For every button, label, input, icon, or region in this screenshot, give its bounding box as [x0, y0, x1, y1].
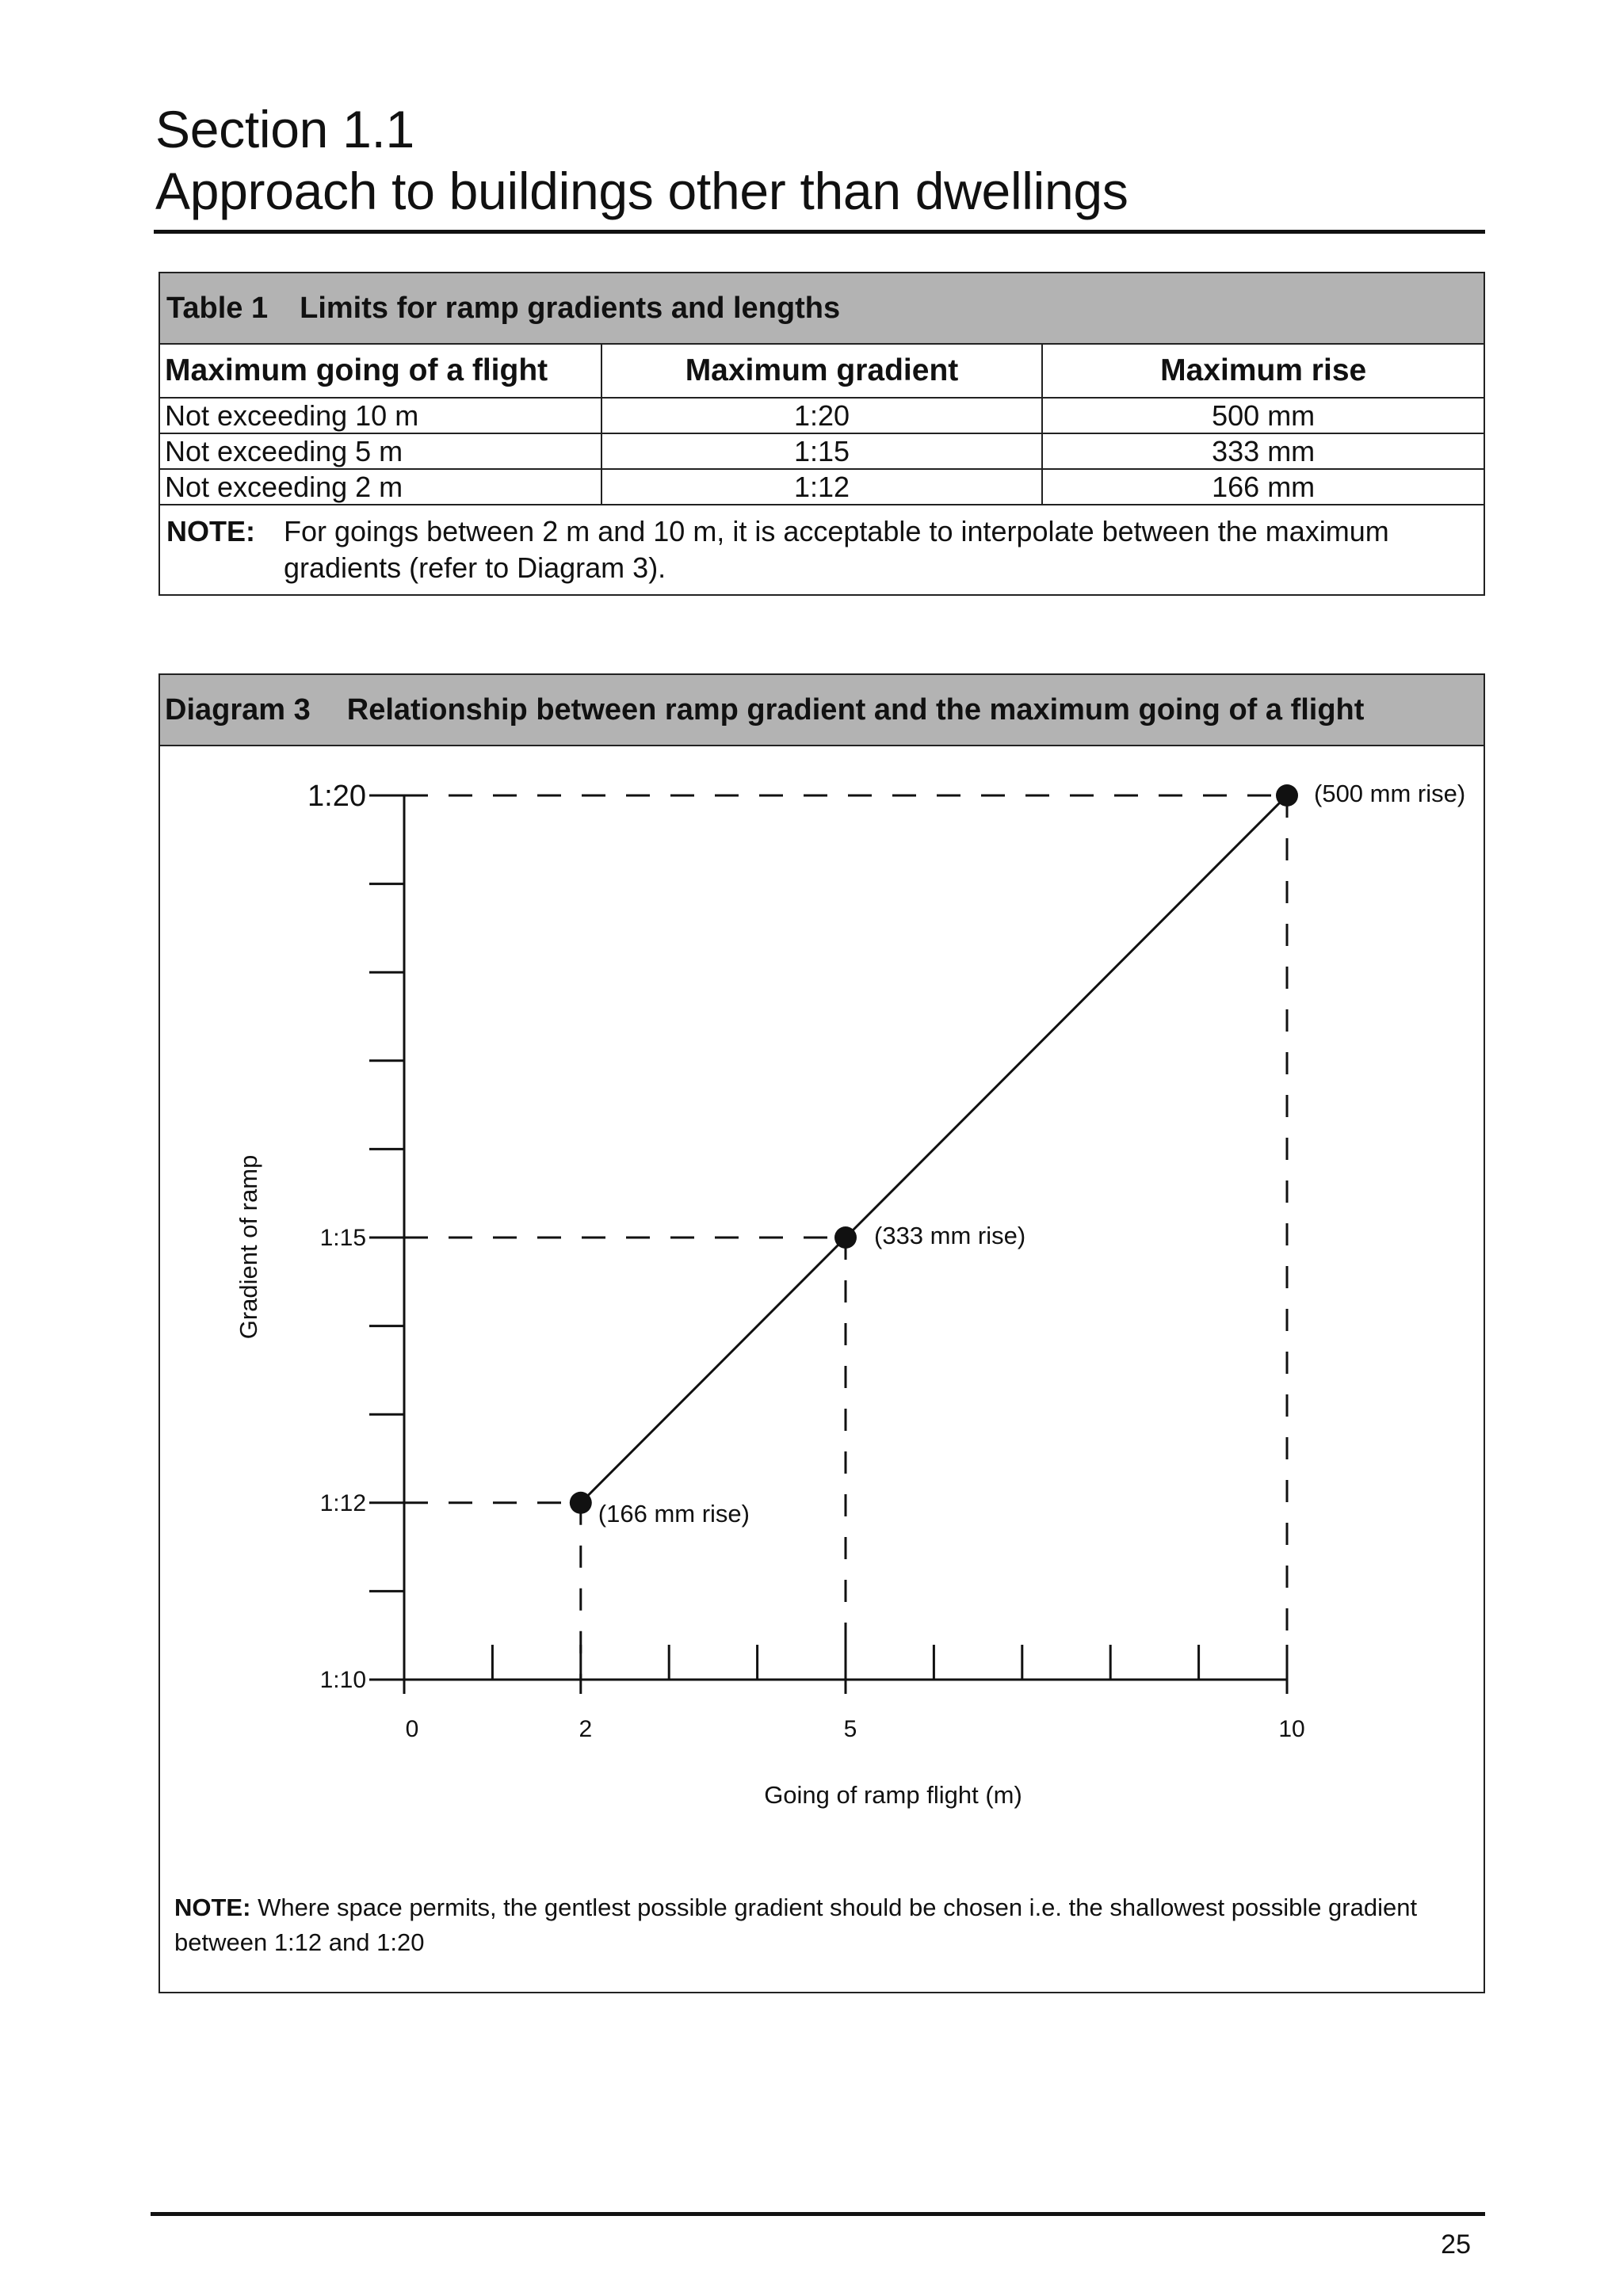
data-point — [834, 1226, 857, 1249]
table-header-row — [160, 345, 1484, 398]
diagram-note — [174, 1890, 1458, 1960]
data-point — [570, 1492, 592, 1514]
x-tick-label: 10 — [1278, 1716, 1305, 1742]
column-header-rise: Maximum rise — [1042, 345, 1484, 398]
table-cell-rise: 500 mm — [1042, 398, 1484, 433]
column-header-gradient: Maximum gradient — [601, 345, 1043, 398]
y-axis-label: Gradient of ramp — [235, 1154, 262, 1340]
data-point-label: (500 mm rise) — [1314, 780, 1466, 807]
table-cell-going: Not exceeding 10 m — [160, 398, 601, 433]
diagram-title: Relationship between ramp gradient and the maximum going of a flight — [346, 692, 1365, 727]
x-tick-label: 0 — [405, 1716, 419, 1742]
ramp-gradient-diagram — [158, 673, 1485, 1993]
table-note — [160, 505, 1484, 594]
data-point-label: (333 mm rise) — [874, 1222, 1026, 1249]
table-cell-going: Not exceeding 2 m — [160, 469, 601, 505]
x-tick-label: 2 — [579, 1716, 593, 1742]
x-axis-label: Going of ramp flight (m) — [764, 1781, 1022, 1809]
diagram-note-label: NOTE: — [174, 1894, 251, 1921]
data-point-label: (166 mm rise) — [598, 1499, 750, 1527]
series-line — [581, 795, 1287, 1503]
table-cell-going: Not exceeding 5 m — [160, 433, 601, 469]
footer-rule — [151, 2212, 1485, 2216]
table-grid — [160, 345, 1484, 505]
y-tick-label: 1:15 — [319, 1225, 366, 1251]
table-row — [160, 398, 1484, 433]
table-note-line-2: gradients (refer to Diagram 3). — [284, 551, 666, 584]
y-tick-label: 1:10 — [319, 1667, 366, 1693]
section-number: Section 1.1 — [155, 100, 414, 158]
table-number: Table 1 — [166, 291, 269, 325]
table-note-text — [284, 513, 1389, 586]
table-note-label: NOTE: — [166, 515, 255, 547]
diagram-number: Diagram 3 — [165, 692, 311, 727]
table-cell-gradient: 1:15 — [601, 433, 1043, 469]
data-point — [1276, 784, 1298, 807]
table-row — [160, 433, 1484, 469]
table-cell-rise: 333 mm — [1042, 433, 1484, 469]
y-tick-label: 1:20 — [307, 780, 366, 813]
table-cell-gradient: 1:20 — [601, 398, 1043, 433]
table-note-line-1: For goings between 2 m and 10 m, it is acceptable to interpolate between the maximum — [284, 515, 1389, 547]
section-heading — [155, 98, 1487, 222]
section-title: Approach to buildings other than dwellings — [155, 162, 1128, 220]
y-tick-label: 1:12 — [319, 1489, 366, 1516]
column-header-going: Maximum going of a flight — [160, 345, 601, 398]
ramp-limits-table — [158, 272, 1485, 596]
diagram-note-text: Where space permits, the gentlest possible gradient should be chosen i.e. the shallowest possible gradient between 1:12 and 1:20 — [174, 1894, 1418, 1956]
table-cell-rise: 166 mm — [1042, 469, 1484, 505]
table-row — [160, 469, 1484, 505]
table-cell-gradient: 1:12 — [601, 469, 1043, 505]
gradient-chart — [160, 675, 1484, 1879]
heading-rule — [154, 230, 1485, 234]
x-tick-label: 5 — [843, 1716, 857, 1742]
page-number: 25 — [1441, 2229, 1471, 2260]
table-title: Limits for ramp gradients and lengths — [300, 291, 841, 325]
table-caption — [160, 273, 1484, 345]
